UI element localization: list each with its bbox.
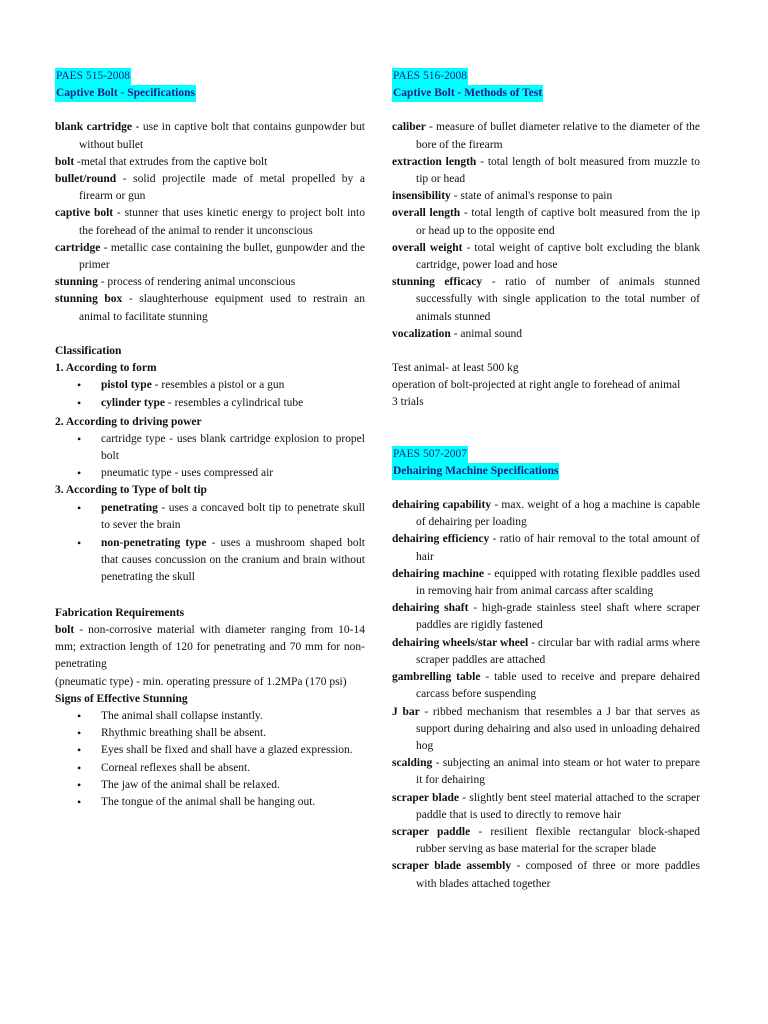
dehairing-term: scraper blade bbox=[392, 791, 459, 804]
form-heading: 1. According to form bbox=[55, 362, 157, 375]
dehairing-definition bbox=[392, 566, 700, 600]
right-definitions bbox=[392, 119, 700, 343]
captive-bolt-definition bbox=[55, 274, 365, 291]
captive-bolt-term: stunning bbox=[55, 276, 98, 289]
dehairing-term: dehairing machine bbox=[392, 567, 485, 580]
fabrication-pneumatic: (pneumatic type) - min. operating pressure of 1.2MPa (170 psi) bbox=[55, 675, 347, 688]
tip-term: non-penetrating type bbox=[101, 537, 207, 550]
std-516-code bbox=[392, 68, 700, 85]
test-note: operation of bolt-projected at right angle to forehead of animal bbox=[392, 379, 681, 392]
test-method-term: insensibility bbox=[392, 190, 451, 203]
captive-bolt-text: - slaughterhouse equipment used to restrain an animal to facilitate stunning bbox=[79, 293, 366, 323]
std-516-title-text: Captive Bolt - Methods of Test bbox=[392, 85, 543, 102]
captive-bolt-definition bbox=[55, 205, 365, 239]
dehairing-term: scraper blade assembly bbox=[392, 860, 512, 873]
test-method-definition bbox=[392, 240, 700, 274]
fabrication-bolt-term: bolt bbox=[55, 623, 75, 636]
dehairing-text: - max. weight of a hog a machine is capable of dehairing per loading bbox=[416, 499, 700, 529]
test-method-text: - measure of bullet diameter relative to the diameter of the bore of the firearm bbox=[416, 121, 700, 151]
dehairing-definition bbox=[392, 858, 700, 892]
test-method-term: vocalization bbox=[392, 327, 451, 340]
captive-bolt-definition bbox=[55, 291, 365, 325]
captive-bolt-term: cartridge bbox=[55, 241, 101, 254]
power-heading: 2. According to driving power bbox=[55, 415, 202, 428]
right-column bbox=[392, 68, 700, 893]
captive-bolt-text: - solid projectile made of metal propelled by a firearm or gun bbox=[79, 173, 365, 203]
power-item: • cartridge type - uses blank cartridge explosion to propel bolt bbox=[101, 431, 365, 465]
form-term: cylinder type bbox=[101, 397, 165, 410]
std-507-code-text: PAES 507-2007 bbox=[392, 446, 468, 463]
left-definitions bbox=[55, 119, 365, 325]
dehairing-definition bbox=[392, 669, 700, 703]
dehairing-text: - high-grade stainless steel shaft where scraper paddles are rigidly fastened bbox=[416, 602, 700, 632]
std-515-code bbox=[55, 68, 365, 85]
power-list bbox=[55, 431, 365, 483]
signs-title: Signs of Effective Stunning bbox=[55, 692, 188, 705]
std-515-title bbox=[55, 85, 365, 102]
captive-bolt-text: -metal that extrudes from the captive bolt bbox=[74, 155, 268, 168]
form-item bbox=[101, 377, 365, 394]
test-method-term: extraction length bbox=[392, 155, 477, 168]
classification-title: Classification bbox=[55, 344, 122, 357]
test-note: 3 trials bbox=[392, 396, 424, 409]
dehairing-term: dehairing shaft bbox=[392, 602, 469, 615]
form-term: pistol type bbox=[101, 379, 152, 392]
dehairing-definition bbox=[392, 600, 700, 634]
dehairing-text: - equipped with rotating flexible paddles used in removing hair from animal carcass after scalding bbox=[416, 567, 701, 598]
fabrication-bolt-text: - non-corrosive material with diameter ranging from 10-14 mm; extraction length of 120 for penetrating and 70 mm for non-penetrating bbox=[55, 623, 365, 671]
test-method-text: - animal sound bbox=[450, 327, 523, 340]
dehairing-text: - resilient flexible rectangular block-shaped rubber serving as base material for the scraper blade bbox=[416, 825, 700, 856]
sign-item: • The jaw of the animal shall be relaxed. bbox=[101, 777, 365, 794]
test-method-definition bbox=[392, 205, 700, 239]
captive-bolt-text: - process of rendering animal unconscious bbox=[97, 276, 296, 289]
test-method-term: overall length bbox=[392, 207, 461, 220]
captive-bolt-term: captive bolt bbox=[55, 207, 114, 220]
test-method-definition bbox=[392, 188, 700, 205]
captive-bolt-text: - metallic case containing the bullet, gunpowder and the primer bbox=[79, 241, 365, 272]
dehairing-term: dehairing capability bbox=[392, 499, 492, 512]
captive-bolt-text: - use in captive bolt that contains gunpowder but without bullet bbox=[79, 121, 365, 151]
power-item: • pneumatic type - uses compressed air bbox=[101, 465, 365, 482]
std-515-title-text: Captive Bolt - Specifications bbox=[55, 85, 196, 102]
dehairing-text: - subjecting an animal into steam or hot water to prepare it for dehairing bbox=[416, 757, 700, 787]
dehairing-definition bbox=[392, 704, 700, 756]
dehairing-term: scalding bbox=[392, 757, 433, 770]
dehairing-term: dehairing efficiency bbox=[392, 533, 490, 546]
tip-text: - uses a concaved bolt tip to penetrate skull to sever the brain bbox=[101, 501, 365, 531]
dehairing-definition bbox=[392, 790, 700, 824]
tip-list bbox=[55, 500, 365, 587]
tip-heading: 3. According to Type of bolt tip bbox=[55, 484, 207, 497]
fabrication-title: Fabrication Requirements bbox=[55, 606, 185, 619]
std-516-code-text: PAES 516-2008 bbox=[392, 68, 468, 85]
test-method-definition bbox=[392, 154, 700, 188]
signs-list bbox=[55, 708, 365, 811]
test-method-text: - total weight of captive bolt excluding the blank cartridge, power load and hose bbox=[416, 241, 700, 272]
dehairing-text: - composed of three or more paddles with blades attached together bbox=[416, 860, 700, 890]
dehairing-text: - ratio of hair removal to the total amount of hair bbox=[416, 533, 700, 563]
captive-bolt-term: bullet/round bbox=[55, 173, 117, 186]
std-516-title bbox=[392, 85, 700, 102]
sign-item: • Corneal reflexes shall be absent. bbox=[101, 760, 365, 777]
test-method-text: - state of animal's response to pain bbox=[450, 190, 613, 203]
dehairing-text: - circular bar with radial arms where scraper paddles are attached bbox=[416, 636, 700, 666]
dehairing-definitions bbox=[392, 497, 700, 893]
dehairing-term: J bar bbox=[392, 705, 420, 718]
std-507-title bbox=[392, 463, 700, 480]
test-note: Test animal- at least 500 kg bbox=[392, 362, 519, 375]
captive-bolt-text: - stunner that uses kinetic energy to project bolt into the forehead of the animal to render it unconscious bbox=[79, 207, 365, 237]
captive-bolt-term: bolt bbox=[55, 155, 75, 168]
captive-bolt-definition bbox=[55, 119, 365, 153]
sign-item: • Eyes shall be fixed and shall have a glazed expression. bbox=[101, 742, 365, 759]
form-text: - resembles a cylindrical tube bbox=[165, 397, 304, 410]
dehairing-term: gambrelling table bbox=[392, 671, 481, 684]
captive-bolt-definition bbox=[55, 171, 365, 205]
dehairing-definition bbox=[392, 497, 700, 531]
test-method-text: - ratio of number of animals stunned successfully with single application to the total number of animals stunned bbox=[416, 276, 700, 323]
sign-item: • The animal shall collapse instantly. bbox=[101, 708, 365, 725]
std-507-code bbox=[392, 446, 700, 463]
dehairing-definition bbox=[392, 635, 700, 669]
captive-bolt-term: stunning box bbox=[55, 293, 123, 306]
std-515-code-text: PAES 515-2008 bbox=[55, 68, 131, 85]
tip-text: - uses a mushroom shaped bolt that causes concussion on the cranium and brain without penetrating the skull bbox=[101, 537, 365, 584]
test-method-text: - total length of captive bolt measured from the ip or head up to the opposite end bbox=[416, 207, 700, 237]
captive-bolt-definition bbox=[55, 240, 365, 274]
captive-bolt-term: blank cartridge bbox=[55, 121, 133, 134]
test-method-term: overall weight bbox=[392, 241, 463, 254]
dehairing-text: - slightly bent steel material attached to the scraper paddle that is used to directly to remove hair bbox=[416, 791, 700, 821]
sign-item: • Rhythmic breathing shall be absent. bbox=[101, 725, 365, 742]
tip-item bbox=[101, 535, 365, 587]
dehairing-definition bbox=[392, 531, 700, 565]
sign-item: • The tongue of the animal shall be hanging out. bbox=[101, 794, 365, 811]
dehairing-term: dehairing wheels/star wheel bbox=[392, 636, 529, 649]
test-method-term: stunning efficacy bbox=[392, 276, 483, 289]
dehairing-text: - table used to receive and prepare dehaired carcass before suspending bbox=[416, 671, 700, 701]
form-list bbox=[55, 377, 365, 412]
test-method-text: - total length of bolt measured from muzzle to tip or head bbox=[416, 155, 700, 186]
dehairing-text: - ribbed mechanism that resembles a J bar that serves as support during dehairing and also used in unloading dehaired hog bbox=[416, 705, 701, 752]
tip-item bbox=[101, 500, 365, 534]
test-method-definition bbox=[392, 326, 700, 343]
left-column bbox=[55, 68, 365, 811]
test-method-term: caliber bbox=[392, 121, 426, 134]
form-item bbox=[101, 395, 365, 412]
dehairing-term: scraper paddle bbox=[392, 825, 471, 838]
dehairing-definition bbox=[392, 755, 700, 789]
test-notes bbox=[392, 360, 700, 412]
form-text: - resembles a pistol or a gun bbox=[151, 379, 285, 392]
std-507-title-text: Dehairing Machine Specifications bbox=[392, 463, 559, 480]
test-method-definition bbox=[392, 274, 700, 326]
captive-bolt-definition bbox=[55, 154, 365, 171]
tip-term: penetrating bbox=[101, 501, 158, 514]
dehairing-definition bbox=[392, 824, 700, 858]
test-method-definition bbox=[392, 119, 700, 153]
fabrication-bolt bbox=[55, 622, 365, 674]
